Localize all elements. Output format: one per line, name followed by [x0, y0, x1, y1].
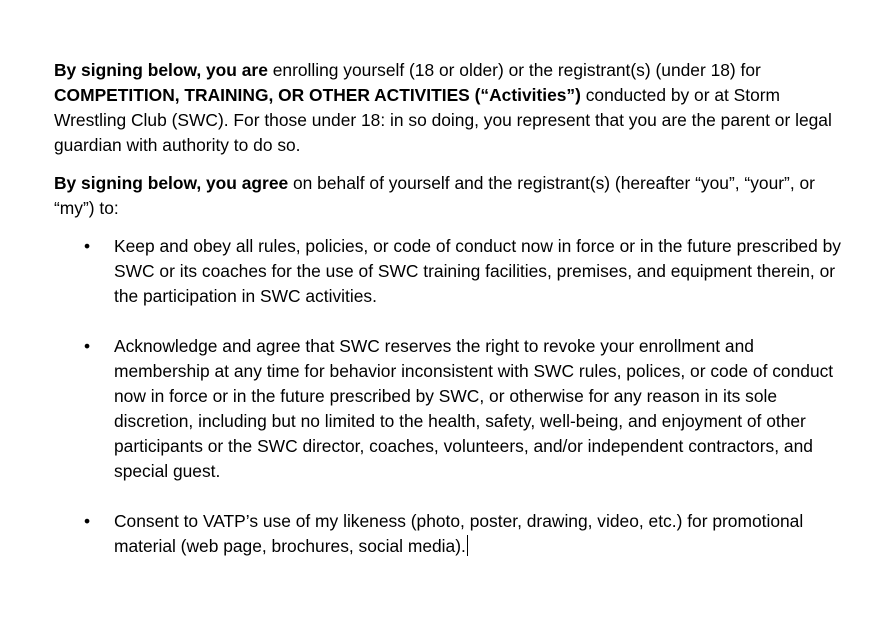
agreement-bold-lead: By signing below, you agree: [54, 173, 289, 193]
enrollment-bold-lead: By signing below, you are: [54, 60, 268, 80]
agreement-paragraph: [54, 171, 854, 221]
bullet-icon: •: [84, 236, 91, 256]
enrollment-text-b: conducted by or at Storm Wrestling Club (SWC). For those under 18: in so doing, you represent that you are the parent or legal guardian with authority to do so.: [54, 85, 832, 155]
consent-text: Consent to VATP’s use of my likeness (photo, poster, drawing, video, etc.) for promotional material (web page, brochures, social media).: [114, 511, 804, 556]
bullet-icon: •: [84, 511, 91, 531]
agreement-text: on behalf of yourself and the registrant(s) (hereafter “you”, “your”, or “my”) to:: [54, 173, 815, 218]
bullet-text-rules: Keep and obey all rules, policies, or code of conduct now in force or in the future prescribed by SWC or its coaches for the use of SWC training facilities, premises, and equipment therein, or the participation in SWC activities.: [114, 236, 841, 306]
enrollment-text-a: enrolling yourself (18 or older) or the registrant(s) (under 18) for: [267, 60, 761, 80]
bullet-text-revocation: Acknowledge and agree that SWC reserves the right to revoke your enrollment and membership at any time for behavior inconsistent with SWC rules, polices, or code of conduct now in force or in the future prescribed by SWC, or otherwise for any reason in its sole discretion, including but no limited to the health, safety, well-being, and enjoyment of other participants or the SWC director, coaches, volunteers, and/or independent contractors, and special guest.: [114, 336, 834, 481]
bullet-icon: •: [84, 336, 91, 356]
bullet-text-consent: [114, 509, 844, 559]
text-cursor: [467, 535, 468, 556]
enrollment-paragraph: [54, 58, 854, 158]
activities-bold-text: COMPETITION, TRAINING, OR OTHER ACTIVITIES (“Activities”): [54, 85, 581, 105]
